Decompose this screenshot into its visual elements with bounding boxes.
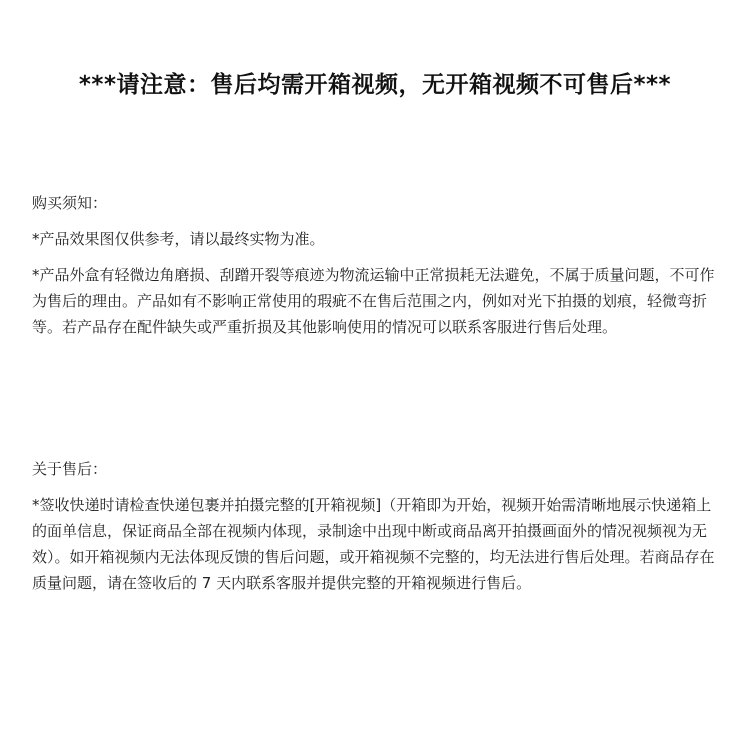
- after-sales-heading: 关于售后：: [32, 460, 108, 478]
- after-sales-section: [32, 456, 722, 606]
- purchase-note-paragraph: *产品外盒有轻微边角磨损、刮蹭开裂等痕迹为物流运输中正常损耗无法避免，不属于质量问题，不可作为售后的理由。产品如有不影响正常使用的瑕疵不在售后范围之内，例如对光下拍摄的划痕，轻微弯折等。若产品存在配件缺失或严重折损及其他影响使用的情况可以联系客服进行售后处理。: [32, 266, 715, 336]
- page-title: ***请注意：售后均需开箱视频，无开箱视频不可售后***: [78, 72, 672, 98]
- after-sales-paragraph: *签收快递时请检查快递包裹并拍摄完整的[开箱视频]（开箱即为开始，视频开始需清晰地展示快递箱上的面单信息，保证商品全部在视频内体现，录制途中出现中断或商品离开拍摄画面外的情况视频视为无效）。如开箱视频内无法体现反馈的售后问题，或开箱视频不完整的，均无法进行售后处理。若商品存在质量问题，请在签收后的 7 天内联系客服并提供完整的开箱视频进行售后。: [32, 496, 715, 592]
- purchase-notes-heading: 购买须知：: [32, 194, 108, 212]
- purchase-note-paragraph: *产品效果图仅供参考，请以最终实物为准。: [32, 230, 325, 248]
- purchase-notes-section: [32, 190, 722, 350]
